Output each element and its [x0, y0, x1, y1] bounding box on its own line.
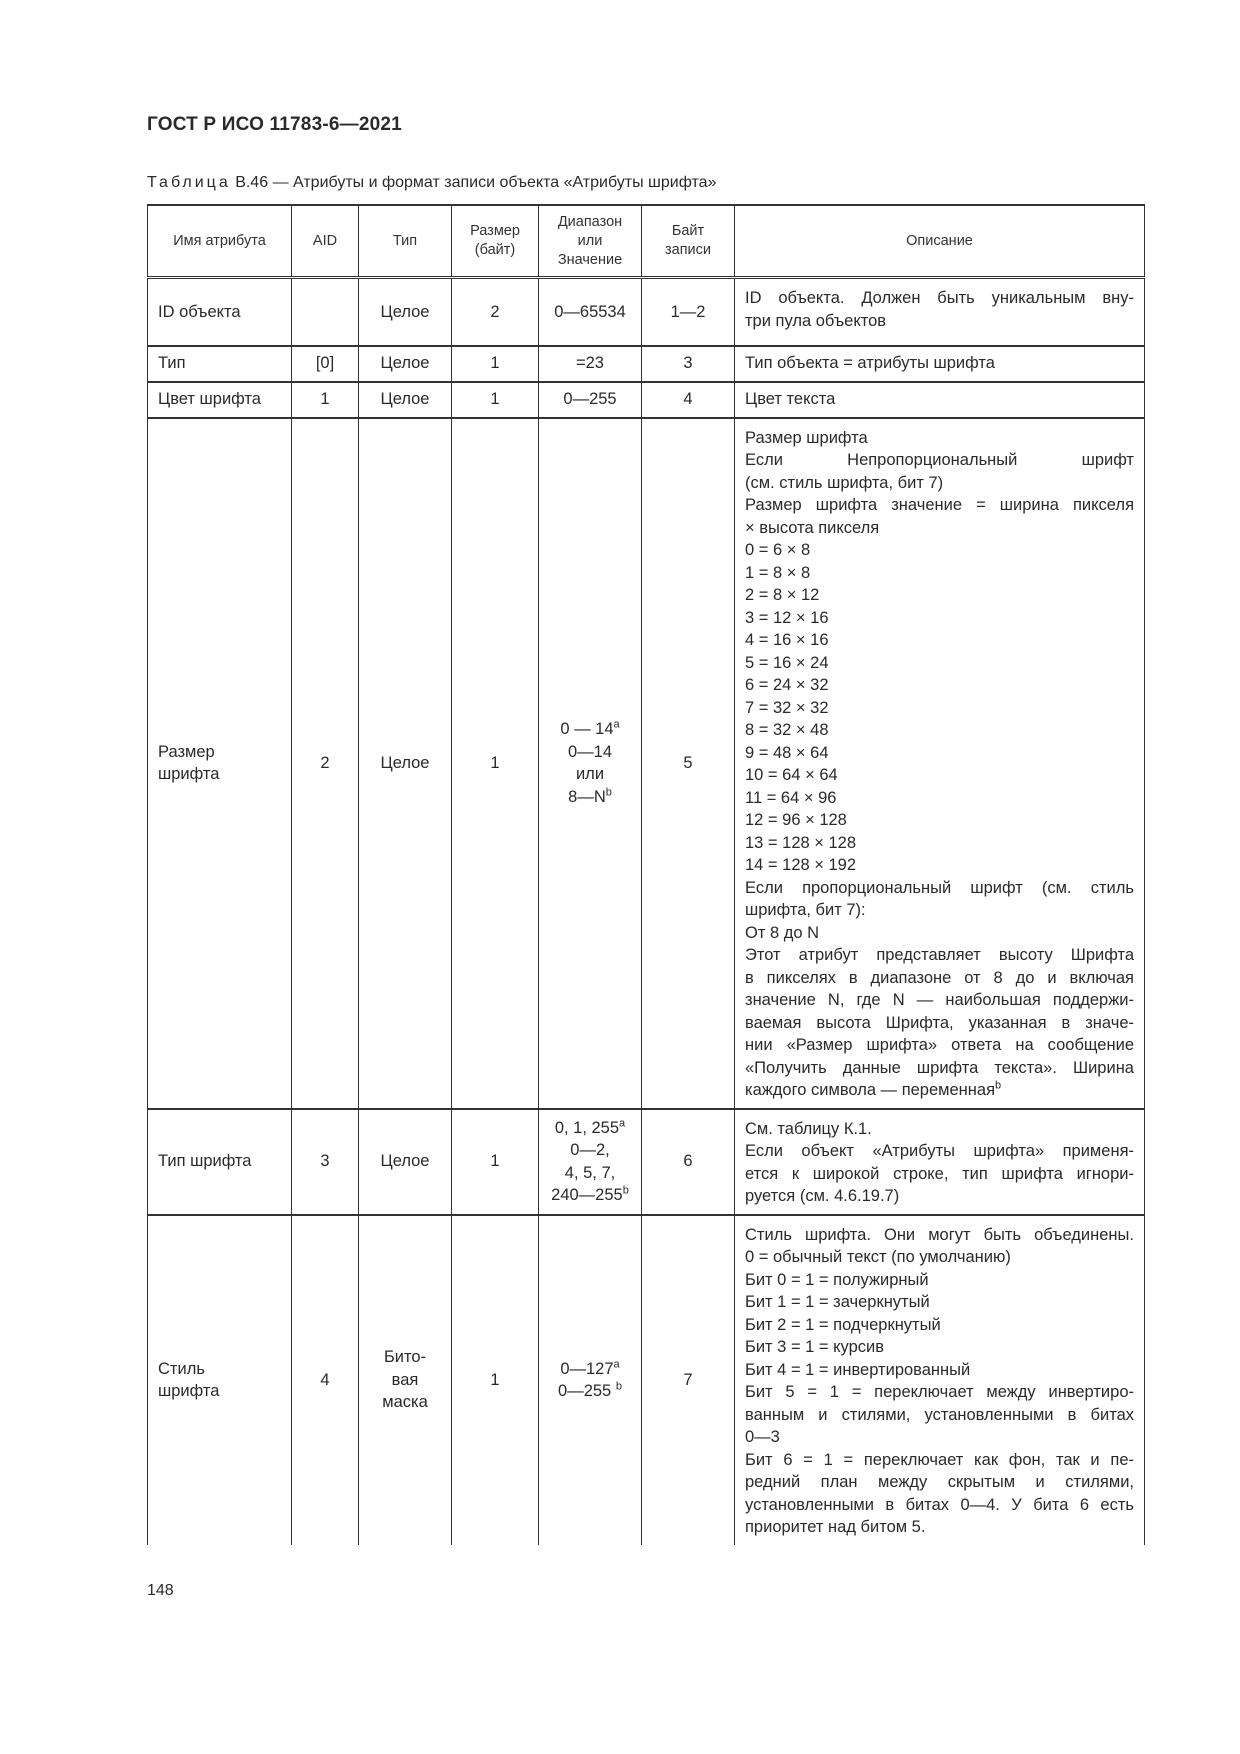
- desc-line: Если пропорциональный шрифт (см. стиль: [745, 878, 1134, 897]
- attributes-table: [147, 204, 1145, 1545]
- header-description: Описание: [735, 205, 1145, 278]
- desc-line: значение N, где N — наибольшая поддержи-: [745, 991, 1134, 1009]
- desc-line: Если Непропорциональный шрифт: [745, 451, 1134, 469]
- cell-name: Размер шрифта: [148, 418, 292, 1109]
- header-aid: AID: [292, 205, 359, 278]
- cell-description: Цвет текста: [735, 382, 1145, 418]
- desc-line: 0 = обычный текст (по умолчанию): [745, 1248, 1011, 1266]
- cell-size: 1: [452, 418, 539, 1109]
- desc-line: (см. стиль шрифта, бит 7): [745, 473, 944, 492]
- desc-line: 3 = 12 × 16: [745, 608, 829, 627]
- header-record-bytes: Байт записи: [642, 205, 735, 278]
- cell-description: Тип объекта = атрибуты шрифта: [735, 346, 1145, 382]
- header-type: Тип: [359, 205, 452, 278]
- desc-line: ется к широкой строке, тип шрифта игнори-: [745, 1164, 1134, 1183]
- cell-description: [735, 1109, 1145, 1215]
- cell-size: 1: [452, 1215, 539, 1545]
- cell-name: Тип шрифта: [148, 1109, 292, 1215]
- desc-line: 8 = 32 × 48: [745, 721, 829, 739]
- cell-size: 2: [452, 278, 539, 346]
- cell-aid: 4: [292, 1215, 359, 1545]
- cell-range: 0—255: [539, 382, 642, 418]
- desc-line: Бит 6 = 1 = переключает как фон, так и пе-: [745, 1450, 1134, 1469]
- desc-line: нии «Размер шрифта» ответа на сообщение: [745, 1036, 1134, 1054]
- desc-line: 0—3: [745, 1428, 780, 1446]
- desc-line: Если объект «Атрибуты шрифта» применя-: [745, 1142, 1134, 1160]
- cell-size: 1: [452, 346, 539, 382]
- cell-range: =23: [539, 346, 642, 382]
- header-size: Размер (байт): [452, 205, 539, 278]
- desc-line: редний план между скрытым и стилями,: [745, 1473, 1134, 1491]
- desc-line: Бит 5 = 1 = переключает между инвертиро-: [745, 1383, 1134, 1401]
- cell-record-bytes: 4: [642, 382, 735, 418]
- desc-line: Размер шрифта: [745, 428, 868, 447]
- cell-size: 1: [452, 382, 539, 418]
- table-caption: [147, 174, 716, 192]
- cell-type: Бито- вая маска: [359, 1215, 452, 1545]
- table-row: [148, 1215, 1145, 1545]
- cell-description: [735, 278, 1145, 346]
- desc-line: 0 = 6 × 8: [745, 541, 811, 559]
- desc-lines: [745, 1224, 1134, 1539]
- desc-line: каждого символа — переменная$^b$: [745, 1079, 1002, 1099]
- cell-name: Стиль шрифта: [148, 1215, 292, 1545]
- desc-line: Бит 0 = 1 = полужирный: [745, 1270, 929, 1289]
- desc-line: 2 = 8 × 12: [745, 586, 820, 604]
- desc-line: ваемая высота Шрифта, указанная в значе-: [745, 1013, 1134, 1032]
- cell-range: 0 — 14$^a$ 0—14 или $8—N^b$: [539, 418, 642, 1109]
- desc-line: Этот атрибут представляет высоту Шрифта: [745, 946, 1134, 964]
- desc-line: «Получить данные шрифта текста». Ширина: [745, 1058, 1134, 1077]
- desc-line: Бит 1 = 1 = зачеркнутый: [745, 1293, 930, 1311]
- cell-size: 1: [452, 1109, 539, 1215]
- cell-record-bytes: 7: [642, 1215, 735, 1545]
- cell-description: [735, 1215, 1145, 1545]
- desc-line: в пикселях в диапазоне от 8 до и включая: [745, 968, 1134, 987]
- header-name: Имя атрибута: [148, 205, 292, 278]
- cell-aid: [292, 278, 359, 346]
- cell-range: 0—65534: [539, 278, 642, 346]
- table-row: [148, 418, 1145, 1109]
- cell-type: Целое: [359, 418, 452, 1109]
- cell-range: 0, 1, 255$^a$ 0—2, 4, 5, 7, 240—255$^b$: [539, 1109, 642, 1215]
- caption-title: Атрибуты и формат записи объекта «Атрибуты шрифта»: [293, 174, 717, 191]
- caption-number: В.46: [235, 174, 269, 191]
- cell-aid: [0]: [292, 346, 359, 382]
- desc-line: 10 = 64 × 64: [745, 766, 838, 784]
- desc-line: См. таблицу К.1.: [745, 1119, 872, 1138]
- desc-line: 5 = 16 × 24: [745, 653, 829, 672]
- cell-type: Целое: [359, 1109, 452, 1215]
- desc-lines: [745, 1118, 1134, 1208]
- table-row: [148, 1109, 1145, 1215]
- desc-line: Размер шрифта значение = ширина пикселя: [745, 496, 1134, 514]
- table-row: [148, 346, 1145, 382]
- header-range: Диапазон или Значение: [539, 205, 642, 278]
- desc-line: шрифта, бит 7):: [745, 901, 866, 919]
- cell-name: Тип: [148, 346, 292, 382]
- cell-type: Целое: [359, 278, 452, 346]
- desc-line: Бит 4 = 1 = инвертированный: [745, 1360, 971, 1379]
- desc-line: От 8 до N: [745, 923, 820, 942]
- desc-line: 6 = 24 × 32: [745, 676, 829, 694]
- desc-line: ванным и стилями, установленными в битах: [745, 1405, 1134, 1424]
- desc-line: Стиль шрифта. Они могут быть объединены.: [745, 1225, 1134, 1244]
- cell-name: Цвет шрифта: [148, 382, 292, 418]
- desc-line: 9 = 48 × 64: [745, 743, 829, 762]
- cell-range: 0—127$^a$ 0—255 $^b$: [539, 1215, 642, 1545]
- cell-record-bytes: 3: [642, 346, 735, 382]
- desc-line: 4 = 16 × 16: [745, 631, 829, 649]
- page-number: 148: [147, 1582, 174, 1599]
- cell-aid: 1: [292, 382, 359, 418]
- caption-dash: —: [272, 174, 289, 191]
- header-row: [148, 205, 1145, 278]
- cell-type: Целое: [359, 346, 452, 382]
- desc-line: 7 = 32 × 32: [745, 698, 829, 717]
- table-row: [148, 382, 1145, 418]
- caption-label: Таблица: [147, 174, 231, 191]
- table-row: [148, 278, 1145, 346]
- cell-type: Целое: [359, 382, 452, 418]
- desc-line: 1 = 8 × 8: [745, 563, 811, 582]
- cell-record-bytes: 5: [642, 418, 735, 1109]
- document-id: ГОСТ Р ИСО 11783-6—2021: [147, 114, 402, 135]
- cell-record-bytes: 6: [642, 1109, 735, 1215]
- desc-line: 11 = 64 × 96: [745, 788, 837, 807]
- desc-line: × высота пикселя: [745, 518, 880, 537]
- desc-line: Бит 3 = 1 = курсив: [745, 1338, 885, 1356]
- desc-line: руется (см. 4.6.19.7): [745, 1187, 900, 1205]
- cell-record-bytes: 1—2: [642, 278, 735, 346]
- desc-line: 14 = 128 × 192: [745, 856, 857, 874]
- desc-line: 13 = 128 × 128: [745, 833, 857, 852]
- desc-lines: [745, 427, 1134, 1080]
- desc-line: приоритет над битом 5.: [745, 1518, 926, 1536]
- desc-line: 12 = 96 × 128: [745, 811, 847, 829]
- cell-aid: 3: [292, 1109, 359, 1215]
- desc-line: три пула объектов: [745, 311, 887, 330]
- desc-line: Бит 2 = 1 = подчеркнутый: [745, 1315, 941, 1334]
- desc-line: установленными в битах 0—4. У бита 6 есть: [745, 1495, 1134, 1514]
- cell-description: [735, 418, 1145, 1109]
- cell-aid: 2: [292, 418, 359, 1109]
- desc-line: ID объекта. Должен быть уникальным вну-: [745, 289, 1134, 307]
- cell-name: ID объекта: [148, 278, 292, 346]
